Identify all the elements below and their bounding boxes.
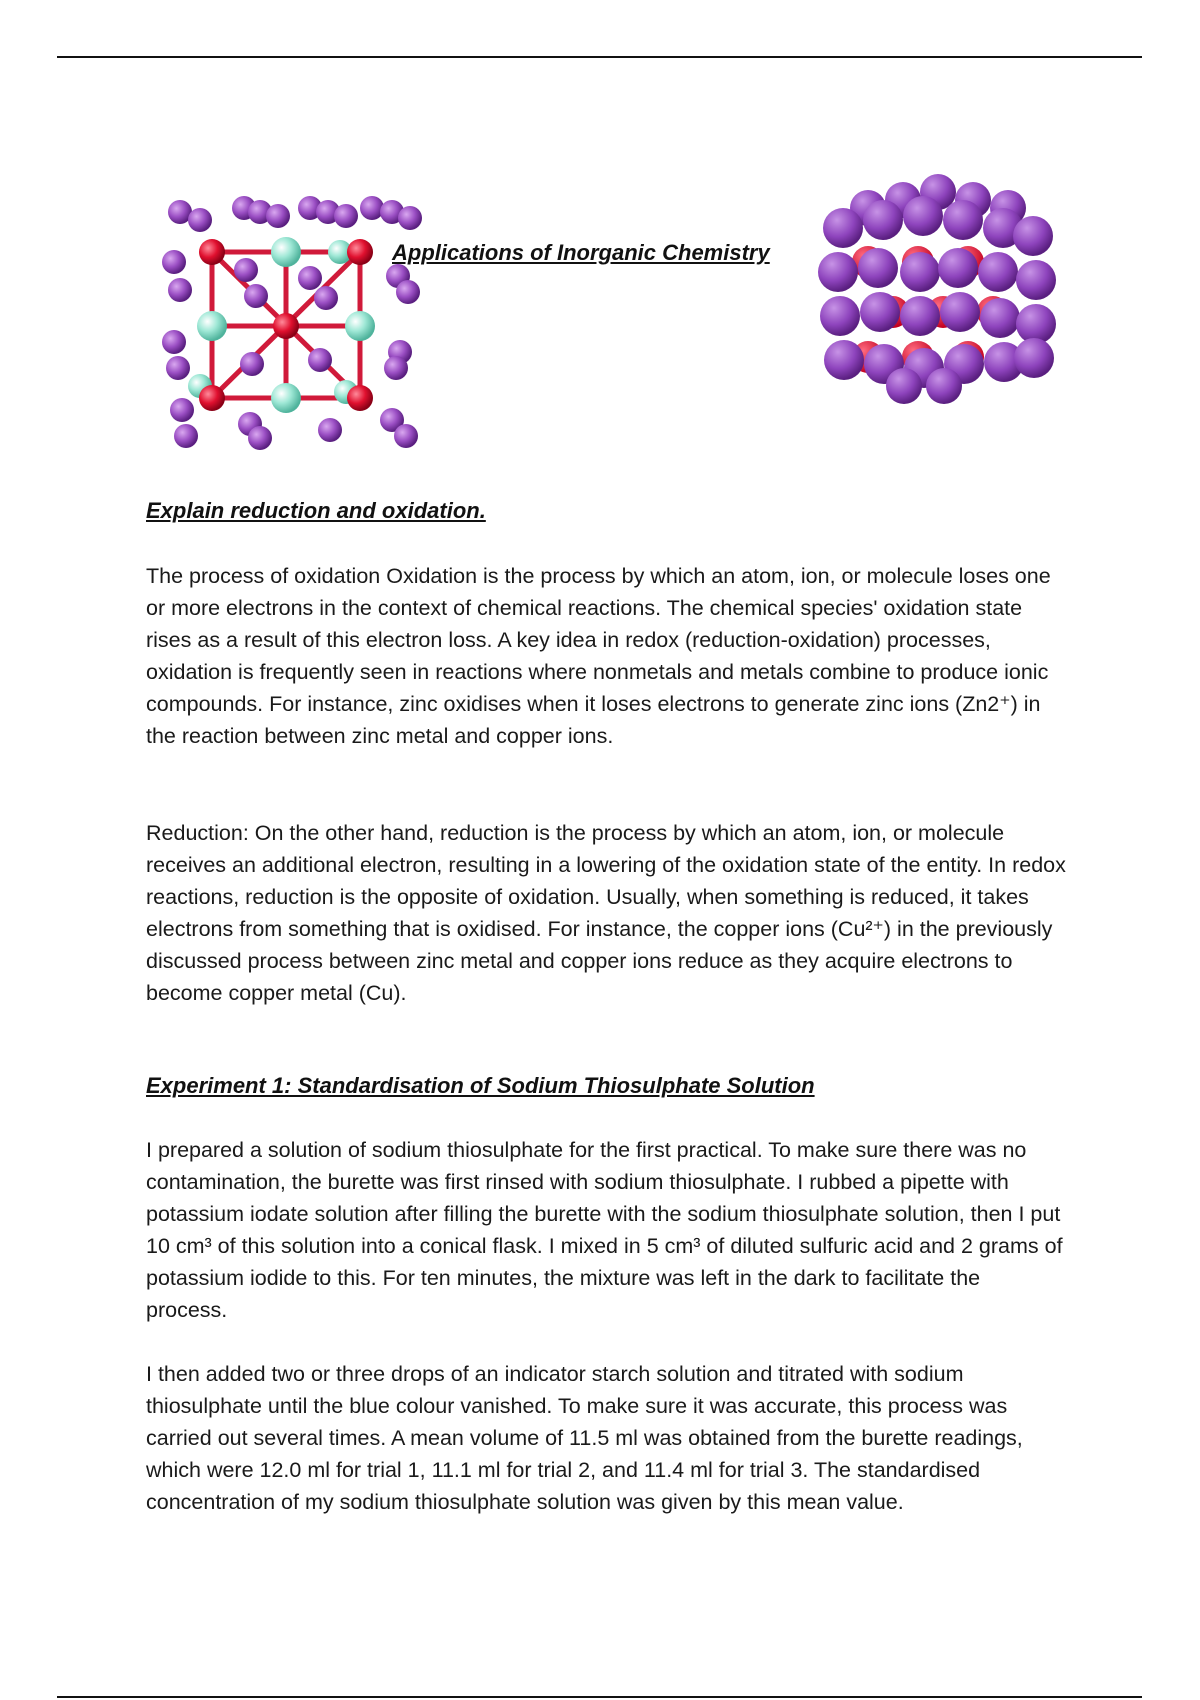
paragraph-experiment-procedure: I prepared a solution of sodium thiosulphate for the first practical. To make sure there was no contamination, the burette was first rinsed with sodium thiosulphate. I rubbed a pipette with potassium iodate solution after filling the burette with the sodium thiosulphate solution, then I put 10 cm³ of this solution into a conical flask. I mixed in 5 cm³ of diluted sulfuric acid and 2 grams of potassium iodide to this. For ten minutes, the mixture was left in the dark to facilitate the process. [146,1138,1063,1322]
page-top-rule [57,56,1142,58]
paragraph-oxidation: The process of oxidation Oxidation is the process by which an atom, ion, or molecule loses one or more electrons in the context of chemical reactions. The chemical species' oxidation state rises as a result of this electron loss. A key idea in redox (reduction-oxidation) processes, oxidation is frequently seen in reactions where nonmetals and metals combine to produce ionic compounds. For instance, zinc oxidises when it loses electrons to generate zinc ions (Zn2⁺) in the reaction between zinc metal and copper ions. [146,564,1051,748]
crystal-lattice-image-right [808,172,1058,404]
crystal-lattice-left-graphic [160,192,430,454]
section-heading-experiment-1: Experiment 1: Standardisation of Sodium Thiosulphate Solution [146,1073,815,1098]
paragraph-experiment-results: I then added two or three drops of an indicator starch solution and titrated with sodium thiosulphate until the blue colour vanished. To make sure it was accurate, this process was carried out several times. A mean volume of 11.5 ml was obtained from the burette readings, which were 12.0 ml for trial 1, 11.1 ml for trial 2, and 11.4 ml for trial 3. The standardised concentration of my sodium thiosulphate solution was given by this mean value. [146,1362,1023,1514]
section-heading-redox: Explain reduction and oxidation. [146,498,486,523]
document-title: Applications of Inorganic Chemistry [392,240,770,265]
crystal-lattice-right-graphic [808,172,1058,404]
page-bottom-rule [57,1696,1142,1698]
crystal-lattice-image-left [160,192,430,454]
paragraph-reduction: Reduction: On the other hand, reduction is the process by which an atom, ion, or molecule receives an additional electron, resulting in a lowering of the oxidation state of the entity. In redox reactions, reduction is the opposite of oxidation. Usually, when something is reduced, it takes electrons from something that is oxidised. For instance, the copper ions (Cu²⁺) in the previously discussed process between zinc metal and copper ions reduce as they acquire electrons to become copper metal (Cu). [146,821,1066,1005]
